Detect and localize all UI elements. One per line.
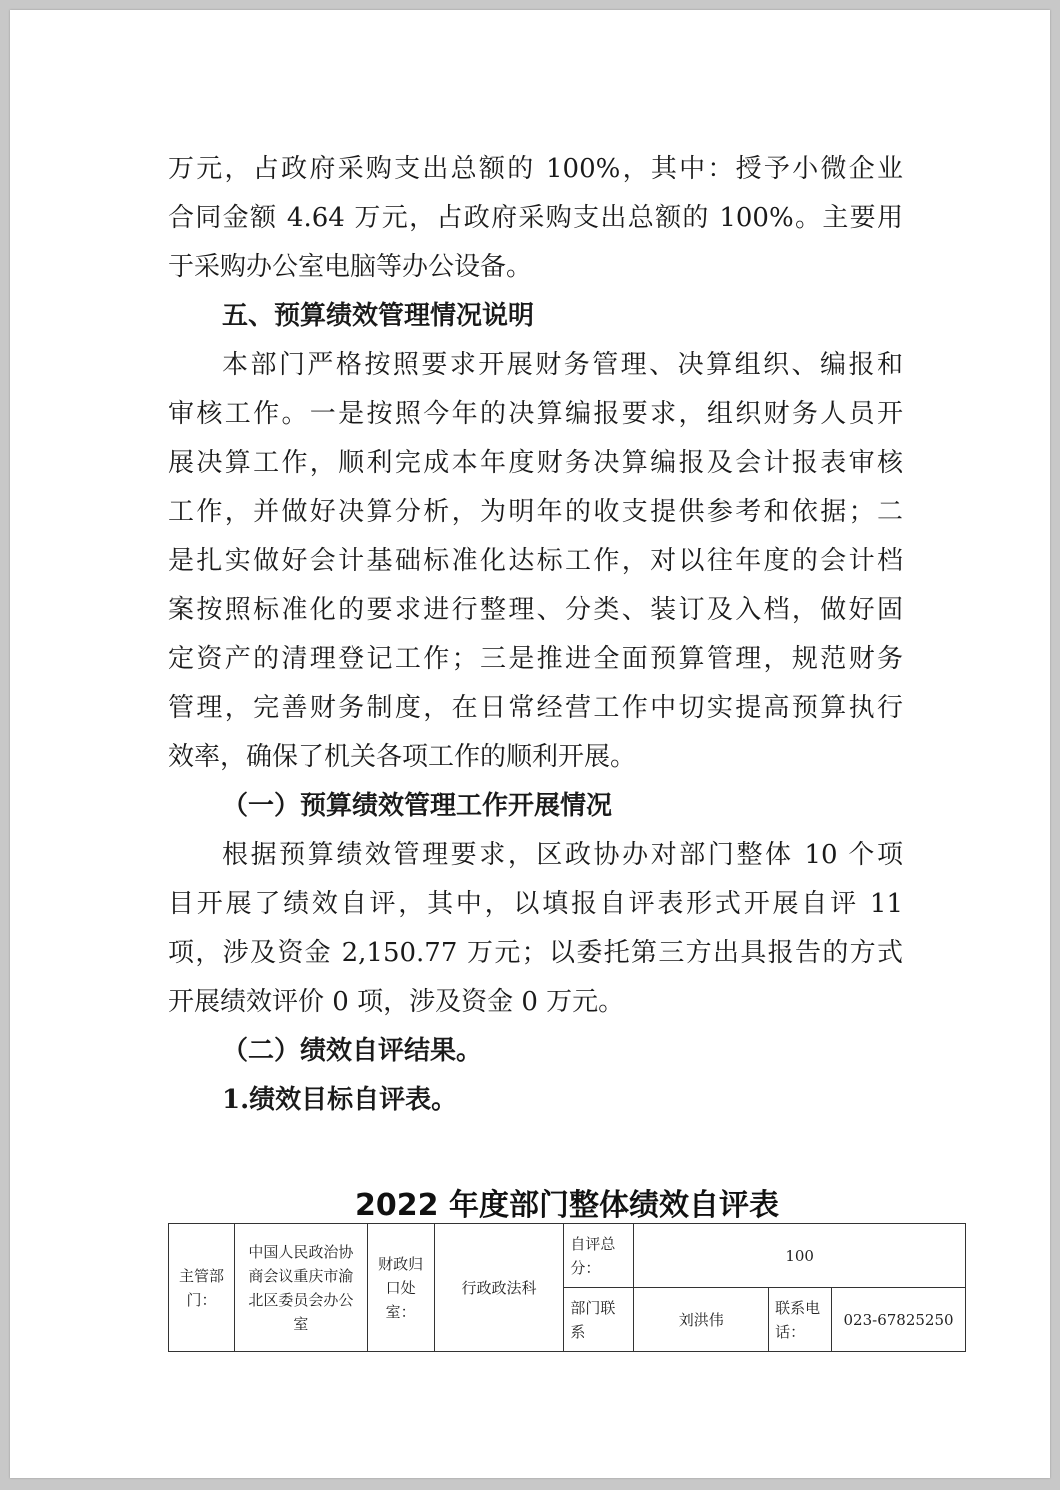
evaluation-table	[168, 1223, 966, 1352]
text-line: 展决算工作，顺利完成本年度财务决算编报及会计报表审核	[168, 448, 903, 478]
contact-value: 刘洪伟	[634, 1288, 769, 1352]
text-line: 案按照标准化的要求进行整理、分类、装订及入档，做好固	[168, 595, 903, 625]
text-line: 是扎实做好会计基础标准化达标工作，对以往年度的会计档	[168, 546, 903, 576]
phone-value: 023-67825250	[832, 1288, 966, 1352]
item-heading: 1.绩效目标自评表。	[222, 1085, 458, 1115]
table-title: 2022 年度部门整体绩效自评表	[355, 1188, 779, 1223]
score-value: 100	[634, 1224, 966, 1288]
text-line: 万元，占政府采购支出总额的 100%，其中：授予小微企业	[168, 154, 903, 184]
contact-label: 部门联系	[564, 1288, 634, 1352]
section-heading: 五、预算绩效管理情况说明	[222, 301, 535, 331]
text-line: 合同金额 4.64 万元，占政府采购支出总额的 100%。主要用	[168, 203, 903, 233]
text-line: 工作，并做好决算分析，为明年的收支提供参考和依据；二	[168, 497, 903, 527]
document-page	[10, 10, 1050, 1478]
text-line: 目开展了绩效自评，其中，以填报自评表形式开展自评 11	[168, 889, 903, 919]
text-line: 效率，确保了机关各项工作的顺利开展。	[168, 742, 637, 772]
finance-value: 行政政法科	[434, 1224, 564, 1352]
text-line: 本部门严格按照要求开展财务管理、决算组织、编报和	[222, 350, 903, 380]
dept-value: 中国人民政治协商会议重庆市渝北区委员会办公室	[234, 1224, 367, 1352]
body-text	[168, 145, 903, 1125]
dept-label: 主管部门：	[169, 1224, 235, 1352]
text-line: 根据预算绩效管理要求，区政协办对部门整体 10 个项	[222, 840, 903, 870]
text-line: 审核工作。一是按照今年的决算编报要求，组织财务人员开	[168, 399, 903, 429]
text-line: 开展绩效评价 0 项，涉及资金 0 万元。	[168, 987, 625, 1017]
phone-label: 联系电话：	[769, 1288, 832, 1352]
subsection-heading: （二）绩效自评结果。	[222, 1036, 483, 1066]
text-line: 项，涉及资金 2,150.77 万元；以委托第三方出具报告的方式	[168, 938, 903, 968]
subsection-heading: （一）预算绩效管理工作开展情况	[222, 791, 613, 821]
text-line: 管理，完善财务制度，在日常经营工作中切实提高预算执行	[168, 693, 903, 723]
text-line: 于采购办公室电脑等办公设备。	[168, 252, 533, 282]
finance-label: 财政归口处室：	[367, 1224, 434, 1352]
text-line: 定资产的清理登记工作；三是推进全面预算管理，规范财务	[168, 644, 903, 674]
score-label: 自评总分：	[564, 1224, 634, 1288]
